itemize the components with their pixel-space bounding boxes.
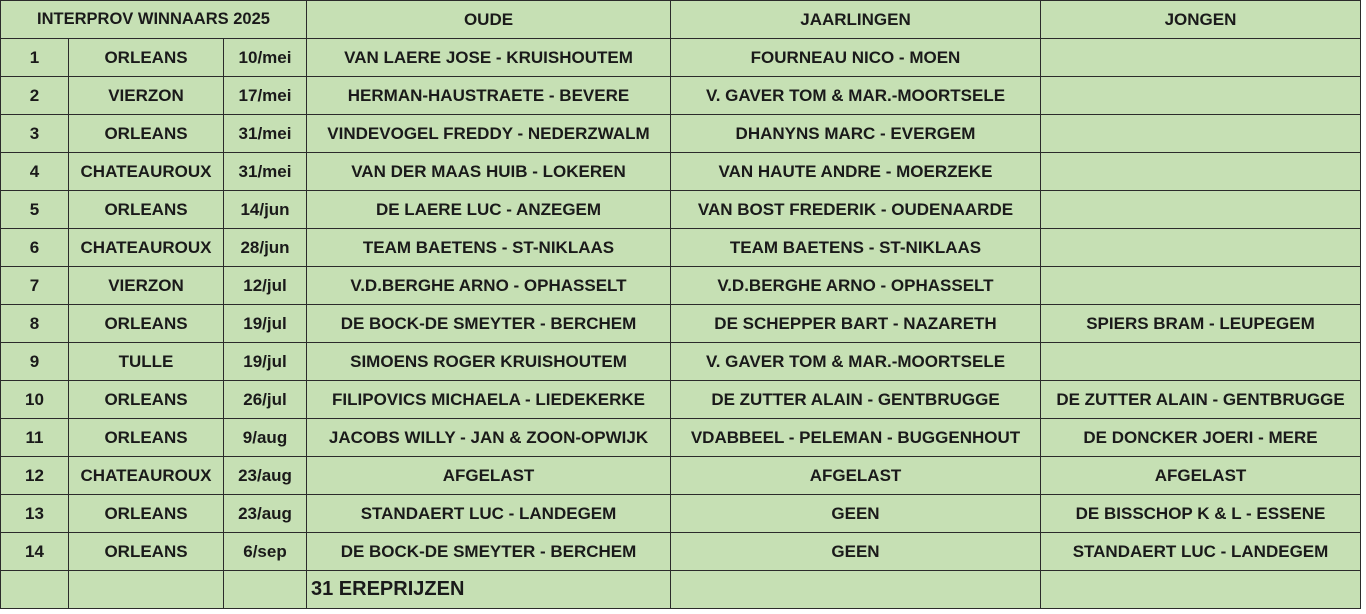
- race-location-cell: ORLEANS: [69, 419, 224, 457]
- footer-row: [1, 571, 1361, 609]
- race-location-cell: ORLEANS: [69, 39, 224, 77]
- winner-oude-cell: HERMAN-HAUSTRAETE - BEVERE: [307, 77, 671, 115]
- winner-jaarlingen-cell: GEEN: [671, 533, 1041, 571]
- winner-jongen-cell: STANDAERT LUC - LANDEGEM: [1041, 533, 1361, 571]
- race-number-cell: 10: [1, 381, 69, 419]
- winner-jaarlingen-cell: DE ZUTTER ALAIN - GENTBRUGGE: [671, 381, 1041, 419]
- winner-jongen-cell: [1041, 267, 1361, 305]
- race-date-cell: 9/aug: [224, 419, 307, 457]
- winner-oude-cell: FILIPOVICS MICHAELA - LIEDEKERKE: [307, 381, 671, 419]
- winner-oude-cell: DE LAERE LUC - ANZEGEM: [307, 191, 671, 229]
- prize-count-note: 31 EREPRIJZEN: [307, 571, 671, 609]
- race-number-cell: 9: [1, 343, 69, 381]
- column-header-jongen: JONGEN: [1041, 1, 1361, 39]
- table-row: [1, 191, 1361, 229]
- race-number-cell: 2: [1, 77, 69, 115]
- winner-oude-cell: STANDAERT LUC - LANDEGEM: [307, 495, 671, 533]
- winner-oude-cell: VAN LAERE JOSE - KRUISHOUTEM: [307, 39, 671, 77]
- winner-jongen-cell: [1041, 115, 1361, 153]
- table-row: [1, 77, 1361, 115]
- winner-jaarlingen-cell: V. GAVER TOM & MAR.-MOORTSELE: [671, 77, 1041, 115]
- table-row: [1, 457, 1361, 495]
- winner-jaarlingen-cell: AFGELAST: [671, 457, 1041, 495]
- race-date-cell: 6/sep: [224, 533, 307, 571]
- table-row: [1, 267, 1361, 305]
- winner-jongen-cell: [1041, 77, 1361, 115]
- empty-cell: [224, 571, 307, 609]
- empty-cell: [1041, 571, 1361, 609]
- table-title: INTERPROV WINNAARS 2025: [1, 1, 307, 39]
- winner-oude-cell: DE BOCK-DE SMEYTER - BERCHEM: [307, 305, 671, 343]
- winner-jongen-cell: [1041, 343, 1361, 381]
- race-date-cell: 26/jul: [224, 381, 307, 419]
- race-date-cell: 14/jun: [224, 191, 307, 229]
- race-number-cell: 13: [1, 495, 69, 533]
- race-date-cell: 19/jul: [224, 305, 307, 343]
- race-location-cell: ORLEANS: [69, 305, 224, 343]
- winner-oude-cell: AFGELAST: [307, 457, 671, 495]
- winner-jongen-cell: DE ZUTTER ALAIN - GENTBRUGGE: [1041, 381, 1361, 419]
- winner-jaarlingen-cell: FOURNEAU NICO - MOEN: [671, 39, 1041, 77]
- column-header-oude: OUDE: [307, 1, 671, 39]
- winner-jaarlingen-cell: V.D.BERGHE ARNO - OPHASSELT: [671, 267, 1041, 305]
- winner-jaarlingen-cell: VAN BOST FREDERIK - OUDENAARDE: [671, 191, 1041, 229]
- race-date-cell: 23/aug: [224, 495, 307, 533]
- race-number-cell: 7: [1, 267, 69, 305]
- winner-oude-cell: SIMOENS ROGER KRUISHOUTEM: [307, 343, 671, 381]
- race-number-cell: 14: [1, 533, 69, 571]
- race-location-cell: ORLEANS: [69, 533, 224, 571]
- winner-jongen-cell: AFGELAST: [1041, 457, 1361, 495]
- winner-jongen-cell: [1041, 191, 1361, 229]
- race-date-cell: 31/mei: [224, 153, 307, 191]
- winner-jongen-cell: [1041, 39, 1361, 77]
- winner-jongen-cell: DE BISSCHOP K & L - ESSENE: [1041, 495, 1361, 533]
- race-location-cell: CHATEAUROUX: [69, 153, 224, 191]
- table-row: [1, 229, 1361, 267]
- race-number-cell: 1: [1, 39, 69, 77]
- race-date-cell: 12/jul: [224, 267, 307, 305]
- table-row: [1, 495, 1361, 533]
- winner-jaarlingen-cell: VAN HAUTE ANDRE - MOERZEKE: [671, 153, 1041, 191]
- winner-jaarlingen-cell: VDABBEEL - PELEMAN - BUGGENHOUT: [671, 419, 1041, 457]
- empty-cell: [69, 571, 224, 609]
- empty-cell: [671, 571, 1041, 609]
- table-row: [1, 153, 1361, 191]
- winner-oude-cell: VAN DER MAAS HUIB - LOKEREN: [307, 153, 671, 191]
- race-date-cell: 10/mei: [224, 39, 307, 77]
- winner-jaarlingen-cell: DHANYNS MARC - EVERGEM: [671, 115, 1041, 153]
- winner-jongen-cell: [1041, 229, 1361, 267]
- winner-oude-cell: V.D.BERGHE ARNO - OPHASSELT: [307, 267, 671, 305]
- race-number-cell: 4: [1, 153, 69, 191]
- race-date-cell: 23/aug: [224, 457, 307, 495]
- race-date-cell: 17/mei: [224, 77, 307, 115]
- race-date-cell: 31/mei: [224, 115, 307, 153]
- winner-jaarlingen-cell: GEEN: [671, 495, 1041, 533]
- winner-oude-cell: VINDEVOGEL FREDDY - NEDERZWALM: [307, 115, 671, 153]
- table-row: [1, 305, 1361, 343]
- race-location-cell: VIERZON: [69, 77, 224, 115]
- race-number-cell: 6: [1, 229, 69, 267]
- race-location-cell: TULLE: [69, 343, 224, 381]
- race-date-cell: 19/jul: [224, 343, 307, 381]
- race-location-cell: ORLEANS: [69, 191, 224, 229]
- race-location-cell: CHATEAUROUX: [69, 229, 224, 267]
- race-number-cell: 8: [1, 305, 69, 343]
- empty-cell: [1, 571, 69, 609]
- column-header-jaarlingen: JAARLINGEN: [671, 1, 1041, 39]
- race-number-cell: 3: [1, 115, 69, 153]
- race-number-cell: 12: [1, 457, 69, 495]
- table-row: [1, 343, 1361, 381]
- table-row: [1, 533, 1361, 571]
- table-row: [1, 381, 1361, 419]
- winner-oude-cell: JACOBS WILLY - JAN & ZOON-OPWIJK: [307, 419, 671, 457]
- table-row: [1, 39, 1361, 77]
- winner-jongen-cell: SPIERS BRAM - LEUPEGEM: [1041, 305, 1361, 343]
- race-location-cell: ORLEANS: [69, 495, 224, 533]
- race-location-cell: ORLEANS: [69, 381, 224, 419]
- winner-oude-cell: TEAM BAETENS - ST-NIKLAAS: [307, 229, 671, 267]
- winner-jongen-cell: DE DONCKER JOERI - MERE: [1041, 419, 1361, 457]
- winner-oude-cell: DE BOCK-DE SMEYTER - BERCHEM: [307, 533, 671, 571]
- race-location-cell: VIERZON: [69, 267, 224, 305]
- winner-jongen-cell: [1041, 153, 1361, 191]
- race-location-cell: CHATEAUROUX: [69, 457, 224, 495]
- winner-jaarlingen-cell: TEAM BAETENS - ST-NIKLAAS: [671, 229, 1041, 267]
- race-number-cell: 5: [1, 191, 69, 229]
- header-row: [1, 1, 1361, 39]
- race-location-cell: ORLEANS: [69, 115, 224, 153]
- winner-jaarlingen-cell: V. GAVER TOM & MAR.-MOORTSELE: [671, 343, 1041, 381]
- winner-jaarlingen-cell: DE SCHEPPER BART - NAZARETH: [671, 305, 1041, 343]
- race-date-cell: 28/jun: [224, 229, 307, 267]
- race-number-cell: 11: [1, 419, 69, 457]
- table-row: [1, 419, 1361, 457]
- table-row: [1, 115, 1361, 153]
